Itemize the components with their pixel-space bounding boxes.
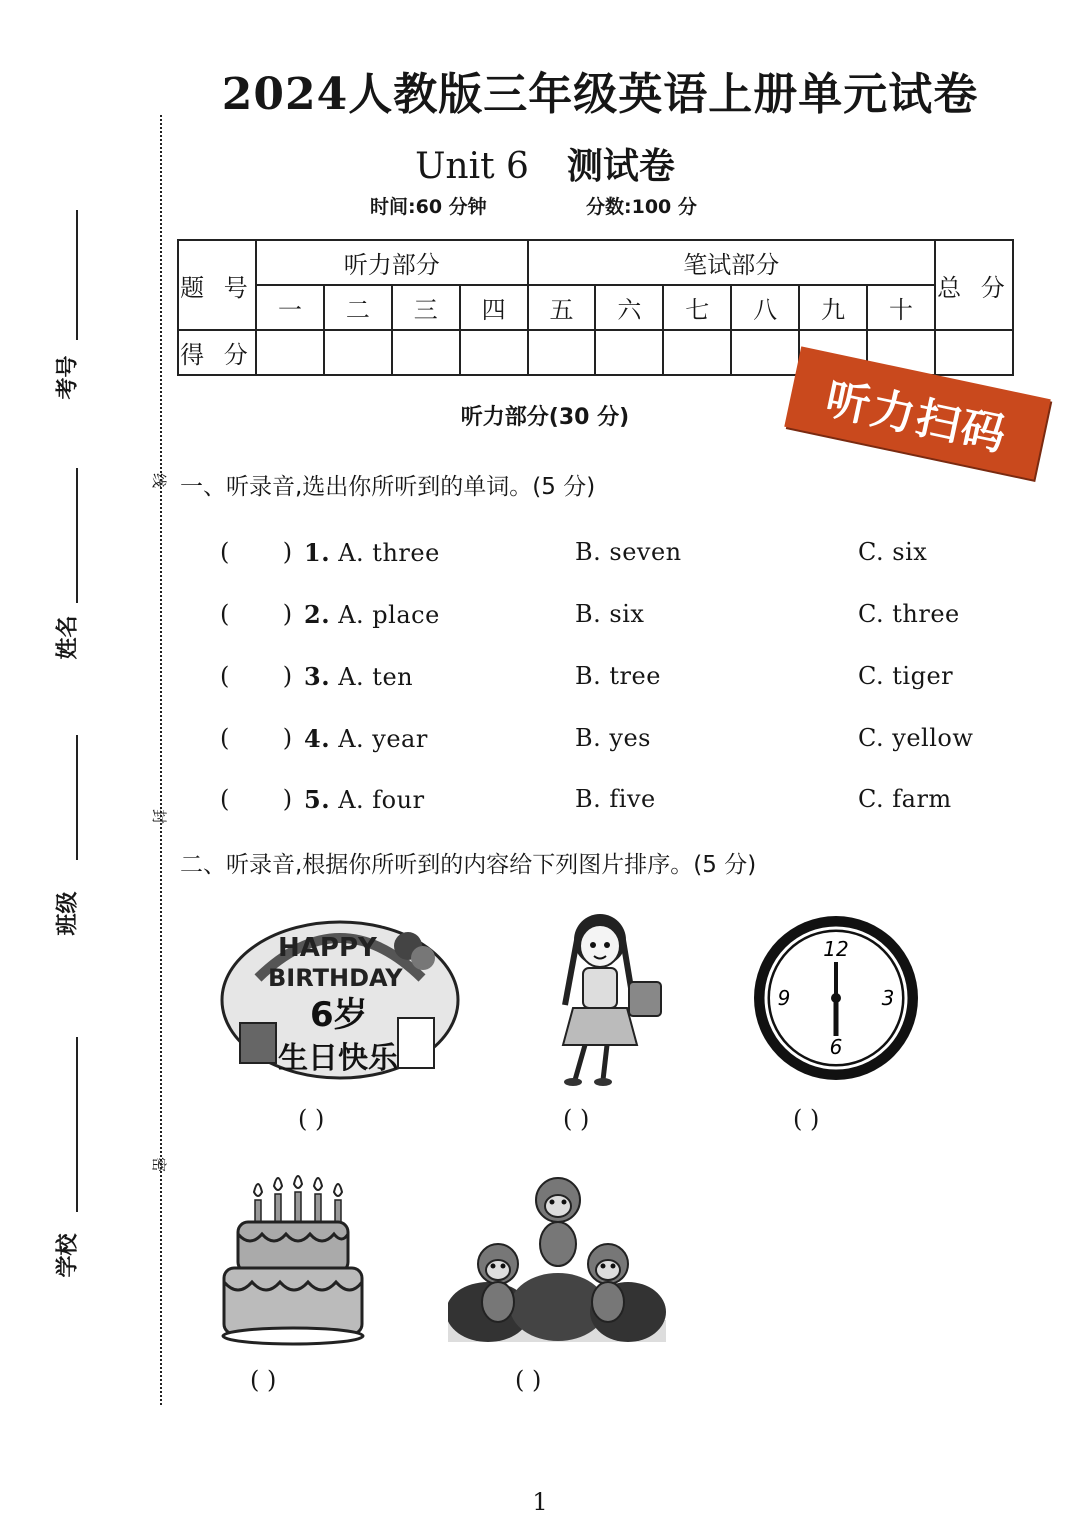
seal-line-char: 线 — [150, 472, 169, 489]
answer-blank[interactable]: ( ) — [220, 538, 293, 566]
question-number-cell: 八 — [731, 285, 799, 330]
class-label: 班级 — [55, 891, 81, 936]
listening-scan-stamp[interactable]: 听力扫码 — [784, 346, 1050, 479]
q1-item-2: 2. A. place — [304, 600, 440, 629]
clock-number: 9 — [777, 986, 791, 1010]
q1-item-2-b: B. six — [575, 600, 645, 628]
total-score-cell[interactable] — [935, 330, 1013, 375]
birthday-card-icon — [218, 908, 463, 1083]
birthday-cake-icon — [220, 1172, 365, 1347]
score-cell[interactable] — [392, 330, 460, 375]
birthday-card-text-birthday: BIRTHDAY — [268, 964, 403, 992]
clock-icon — [750, 912, 922, 1084]
q1-item-2-c: C. three — [858, 600, 960, 628]
question-number-cell: 二 — [324, 285, 392, 330]
subtitle — [0, 138, 1080, 189]
q1-item-5: 5. A. four — [304, 785, 425, 814]
time-limit: 时间:60 分钟 — [370, 196, 487, 218]
q1-item-1-b: B. seven — [575, 538, 682, 566]
unit-label: Unit 6 — [415, 146, 529, 187]
score-cell[interactable] — [460, 330, 528, 375]
q1-item-3: 3. A. ten — [304, 662, 414, 691]
question-number-cell: 一 — [256, 285, 324, 330]
answer-blank[interactable]: ( ) — [220, 600, 293, 628]
birthday-card-text-age: 6岁 — [310, 995, 368, 1035]
answer-blank[interactable]: ( ) — [563, 1105, 590, 1133]
score-cell[interactable] — [528, 330, 596, 375]
birthday-card-text-happy: HAPPY — [278, 933, 377, 963]
clock-number: 3 — [881, 986, 895, 1010]
q1-title: 一、听录音,选出你所听到的单词。(5 分) — [180, 474, 596, 500]
answer-blank[interactable]: ( ) — [515, 1366, 542, 1394]
answer-blank[interactable]: ( ) — [220, 785, 293, 813]
question-number-cell: 三 — [392, 285, 460, 330]
score-cell[interactable] — [324, 330, 392, 375]
school-label: 学校 — [55, 1233, 81, 1278]
seal-secret-char: 密 — [150, 1156, 169, 1173]
name-line — [76, 468, 78, 603]
question-number-cell: 九 — [799, 285, 867, 330]
q2-title: 二、听录音,根据你所听到的内容给下列图片排序。(5 分) — [180, 852, 757, 878]
listening-part-header: 听力部分 — [256, 240, 528, 285]
score-cell[interactable] — [731, 330, 799, 375]
q1-item-3-c: C. tiger — [858, 662, 954, 690]
score-row-label: 得 分 — [178, 330, 256, 375]
main-title: 2024人教版三年级英语上册单元试卷 — [221, 69, 979, 120]
clock-number: 12 — [823, 937, 849, 961]
test-label: 测试卷 — [566, 146, 675, 187]
girl-with-bag-icon — [545, 910, 670, 1088]
score-cell[interactable] — [663, 330, 731, 375]
answer-blank[interactable]: ( ) — [298, 1105, 325, 1133]
score-cell[interactable] — [595, 330, 663, 375]
birthday-card-text-greeting: 生日快乐 — [278, 1041, 398, 1076]
answer-blank[interactable]: ( ) — [220, 662, 293, 690]
question-number-cell: 四 — [460, 285, 528, 330]
answer-blank[interactable]: ( ) — [793, 1105, 820, 1133]
name-label: 姓名 — [55, 615, 81, 660]
question-number-cell: 十 — [867, 285, 935, 330]
answer-blank[interactable]: ( ) — [220, 724, 293, 752]
q1-item-1: 1. A. three — [304, 538, 440, 567]
listening-section-header: 听力部分(30 分) — [460, 405, 630, 430]
class-line — [76, 735, 78, 860]
clock-number: 6 — [829, 1035, 843, 1059]
question-number-header: 题 号 — [178, 240, 256, 330]
monkeys-icon — [448, 1172, 666, 1344]
writing-part-header: 笔试部分 — [528, 240, 935, 285]
question-number-cell: 六 — [595, 285, 663, 330]
q1-item-4: 4. A. year — [304, 724, 428, 753]
q1-item-5-c: C. farm — [858, 785, 952, 813]
exam-number-line — [76, 210, 78, 340]
q1-item-3-b: B. tree — [575, 662, 661, 690]
q1-item-4-c: C. yellow — [858, 724, 974, 752]
question-number-cell: 五 — [528, 285, 596, 330]
q1-item-5-b: B. five — [575, 785, 656, 813]
question-number-cell: 七 — [663, 285, 731, 330]
total-score: 分数:100 分 — [586, 196, 697, 218]
seal-seal-char: 封 — [150, 808, 169, 825]
q1-item-1-c: C. six — [858, 538, 928, 566]
total-score-header: 总 分 — [935, 240, 1013, 330]
exam-number-label: 考号 — [55, 355, 81, 400]
school-line — [76, 1037, 78, 1212]
q1-item-4-b: B. yes — [575, 724, 651, 752]
score-cell[interactable] — [256, 330, 324, 375]
answer-blank[interactable]: ( ) — [250, 1366, 277, 1394]
binding-dotted-line — [160, 115, 162, 1405]
score-table — [177, 239, 1014, 376]
page-number: 1 — [532, 1488, 548, 1516]
